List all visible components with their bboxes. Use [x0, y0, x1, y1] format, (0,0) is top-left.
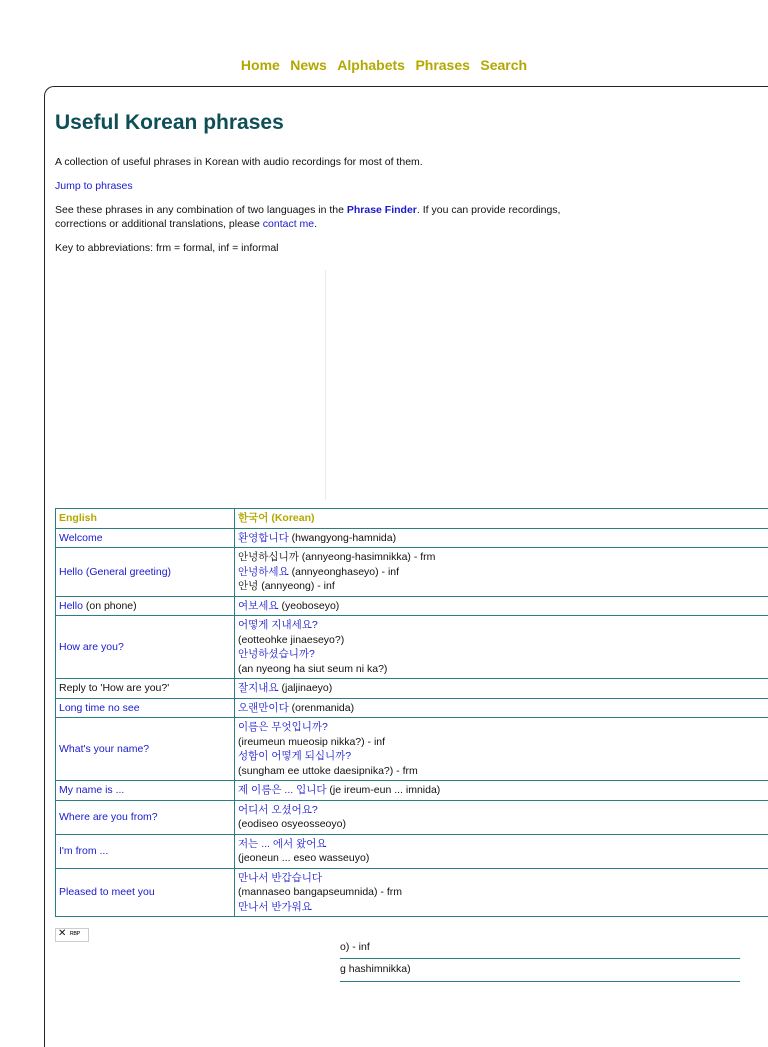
table-row	[56, 528, 768, 548]
english-phrase-link[interactable]: How are you?	[59, 641, 124, 653]
korean-audio-link[interactable]: 오랜만이다	[238, 702, 289, 714]
ad-badge[interactable]	[55, 928, 89, 942]
korean-line	[238, 618, 768, 633]
korean-audio-link[interactable]: 제 이름은 ... 입니다	[238, 784, 327, 796]
table-row	[56, 548, 768, 597]
korean-cell	[235, 800, 768, 834]
romanization: (jeoneun ... eseo wasseuyo)	[238, 852, 369, 864]
nav-alphabets[interactable]: Alphabets	[337, 57, 405, 73]
korean-line	[238, 565, 768, 580]
korean-line	[238, 871, 768, 886]
korean-audio-link[interactable]: 안녕하셨습니까?	[238, 648, 315, 660]
romanization: (annyeong) - inf	[258, 580, 334, 592]
korean-cell	[235, 718, 768, 781]
table-row	[56, 616, 768, 679]
nav-home[interactable]: Home	[241, 57, 280, 73]
see-text: See these phrases in any combination of two languages in the	[55, 204, 347, 216]
english-cell	[56, 596, 235, 616]
korean-line	[238, 531, 768, 546]
romanization: (jaljinaeyo)	[279, 682, 333, 694]
korean-audio-link[interactable]: 환영합니다	[238, 532, 289, 544]
table-row	[56, 596, 768, 616]
english-cell	[56, 679, 235, 699]
english-cell	[56, 616, 235, 679]
jump-to-phrases-link[interactable]: Jump to phrases	[55, 180, 133, 192]
table-row	[56, 781, 768, 801]
close-icon[interactable]: ✕	[58, 928, 66, 939]
page-title: Useful Korean phrases	[55, 111, 755, 135]
korean-text: 안녕하십니까	[238, 551, 299, 563]
english-cell	[56, 718, 235, 781]
nav-phrases[interactable]: Phrases	[415, 57, 469, 73]
korean-line	[238, 837, 768, 852]
korean-line	[238, 817, 768, 832]
korean-audio-link[interactable]: 여보세요	[238, 600, 279, 612]
romanization: (hwangyong-hamnida)	[289, 532, 396, 544]
table-row	[56, 868, 768, 917]
english-phrase-link[interactable]: Long time no see	[59, 702, 140, 714]
romanization: (eodiseo osyeosseoyo)	[238, 818, 346, 830]
main-content	[55, 87, 755, 255]
romanization: (ireumeun mueosip nikka?) - inf	[238, 736, 385, 748]
table-header-row	[56, 509, 768, 529]
korean-audio-link[interactable]: 성함이 어떻게 되십니까?	[238, 750, 351, 762]
korean-line	[238, 550, 768, 565]
table-row-border-2	[340, 981, 740, 982]
top-nav	[0, 57, 768, 75]
see-text-3: corrections or additional translations, please	[55, 218, 263, 230]
see-text-2: . If you can provide recordings,	[417, 204, 561, 216]
phrase-finder-link[interactable]: Phrase Finder	[347, 204, 417, 216]
korean-line	[238, 599, 768, 614]
korean-line	[238, 720, 768, 735]
korean-line	[238, 681, 768, 696]
korean-cell	[235, 698, 768, 718]
table-row	[56, 679, 768, 699]
overflow-text-2: g hashimnikka)	[340, 963, 411, 975]
header-korean: 한국어 (Korean)	[235, 509, 768, 529]
english-phrase-link[interactable]: What's your name?	[59, 743, 149, 755]
english-suffix: (on phone)	[83, 600, 137, 612]
romanization: (annyeonghaseyo) - inf	[289, 566, 399, 578]
romanization: (mannaseo bangapseumnida) - frm	[238, 886, 402, 898]
romanization: (je ireum-eun ... imnida)	[327, 784, 441, 796]
english-phrase-link[interactable]: Hello	[59, 600, 83, 612]
korean-line	[238, 885, 768, 900]
table-row	[56, 834, 768, 868]
korean-line	[238, 900, 768, 915]
romanization: (an nyeong ha siut seum ni ka?)	[238, 663, 387, 675]
korean-cell	[235, 528, 768, 548]
korean-audio-link[interactable]: 저는 ... 에서 왔어요	[238, 838, 327, 850]
english-phrase-link[interactable]: I'm from ...	[59, 845, 108, 857]
korean-cell	[235, 868, 768, 917]
korean-line	[238, 851, 768, 866]
korean-cell	[235, 679, 768, 699]
romanization: (annyeong-hasimnikka) - frm	[299, 551, 436, 563]
nav-news[interactable]: News	[290, 57, 327, 73]
see-paragraph	[55, 203, 755, 231]
intro-text: A collection of useful phrases in Korean with audio recordings for most of them.	[55, 155, 755, 169]
korean-line	[238, 735, 768, 750]
korean-cell	[235, 616, 768, 679]
table-row	[56, 800, 768, 834]
korean-cell	[235, 548, 768, 597]
table-row	[56, 718, 768, 781]
korean-audio-link[interactable]: 잘지내요	[238, 682, 279, 694]
korean-line	[238, 764, 768, 779]
phrases-table	[55, 508, 768, 917]
korean-audio-link[interactable]: 만나서 반가워요	[238, 901, 312, 913]
english-phrase-link: Reply to 'How are you?'	[59, 682, 169, 694]
jump-paragraph	[55, 179, 755, 193]
korean-line	[238, 647, 768, 662]
english-phrase-link[interactable]: Welcome	[59, 532, 103, 544]
ad-area-divider	[325, 270, 326, 500]
english-phrase-link[interactable]: Pleased to meet you	[59, 886, 155, 898]
english-cell	[56, 868, 235, 917]
korean-line	[238, 803, 768, 818]
korean-audio-link[interactable]: 어디서 오셨어요?	[238, 804, 318, 816]
korean-line	[238, 662, 768, 677]
korean-audio-link[interactable]: 안녕하세요	[238, 566, 289, 578]
ad-label: ᴿᴮᴾ	[70, 930, 80, 939]
korean-cell	[235, 834, 768, 868]
abbreviations-key: Key to abbreviations: frm = formal, inf = informal	[55, 241, 755, 255]
nav-search[interactable]: Search	[480, 57, 527, 73]
korean-cell	[235, 781, 768, 801]
contact-link[interactable]: contact me	[263, 218, 314, 230]
korean-line	[238, 579, 768, 594]
table-row-border	[340, 958, 740, 959]
korean-audio-link[interactable]: 어떻게 지내세요?	[238, 619, 318, 631]
korean-cell	[235, 596, 768, 616]
english-cell	[56, 548, 235, 597]
romanization: (eotteohke jinaeseyo?)	[238, 634, 344, 646]
english-cell	[56, 528, 235, 548]
romanization: (sungham ee uttoke daesipnika?) - frm	[238, 765, 418, 777]
korean-line	[238, 633, 768, 648]
english-phrase-link[interactable]: My name is ...	[59, 784, 124, 796]
english-phrase-link[interactable]: Hello (General greeting)	[59, 566, 171, 578]
see-text-4: .	[314, 218, 317, 230]
english-cell	[56, 834, 235, 868]
english-phrase-link[interactable]: Where are you from?	[59, 811, 158, 823]
korean-audio-link[interactable]: 만나서 반갑습니다	[238, 872, 322, 884]
table-row	[56, 698, 768, 718]
english-cell	[56, 800, 235, 834]
overflow-text-1: o) - inf	[340, 941, 370, 953]
korean-audio-link[interactable]: 이름은 무엇입니까?	[238, 721, 328, 733]
romanization: (yeoboseyo)	[279, 600, 340, 612]
english-cell	[56, 698, 235, 718]
korean-line	[238, 749, 768, 764]
header-english: English	[56, 509, 235, 529]
romanization: (orenmanida)	[289, 702, 354, 714]
korean-text: 안녕	[238, 580, 258, 592]
korean-line	[238, 701, 768, 716]
korean-line	[238, 783, 768, 798]
english-cell	[56, 781, 235, 801]
